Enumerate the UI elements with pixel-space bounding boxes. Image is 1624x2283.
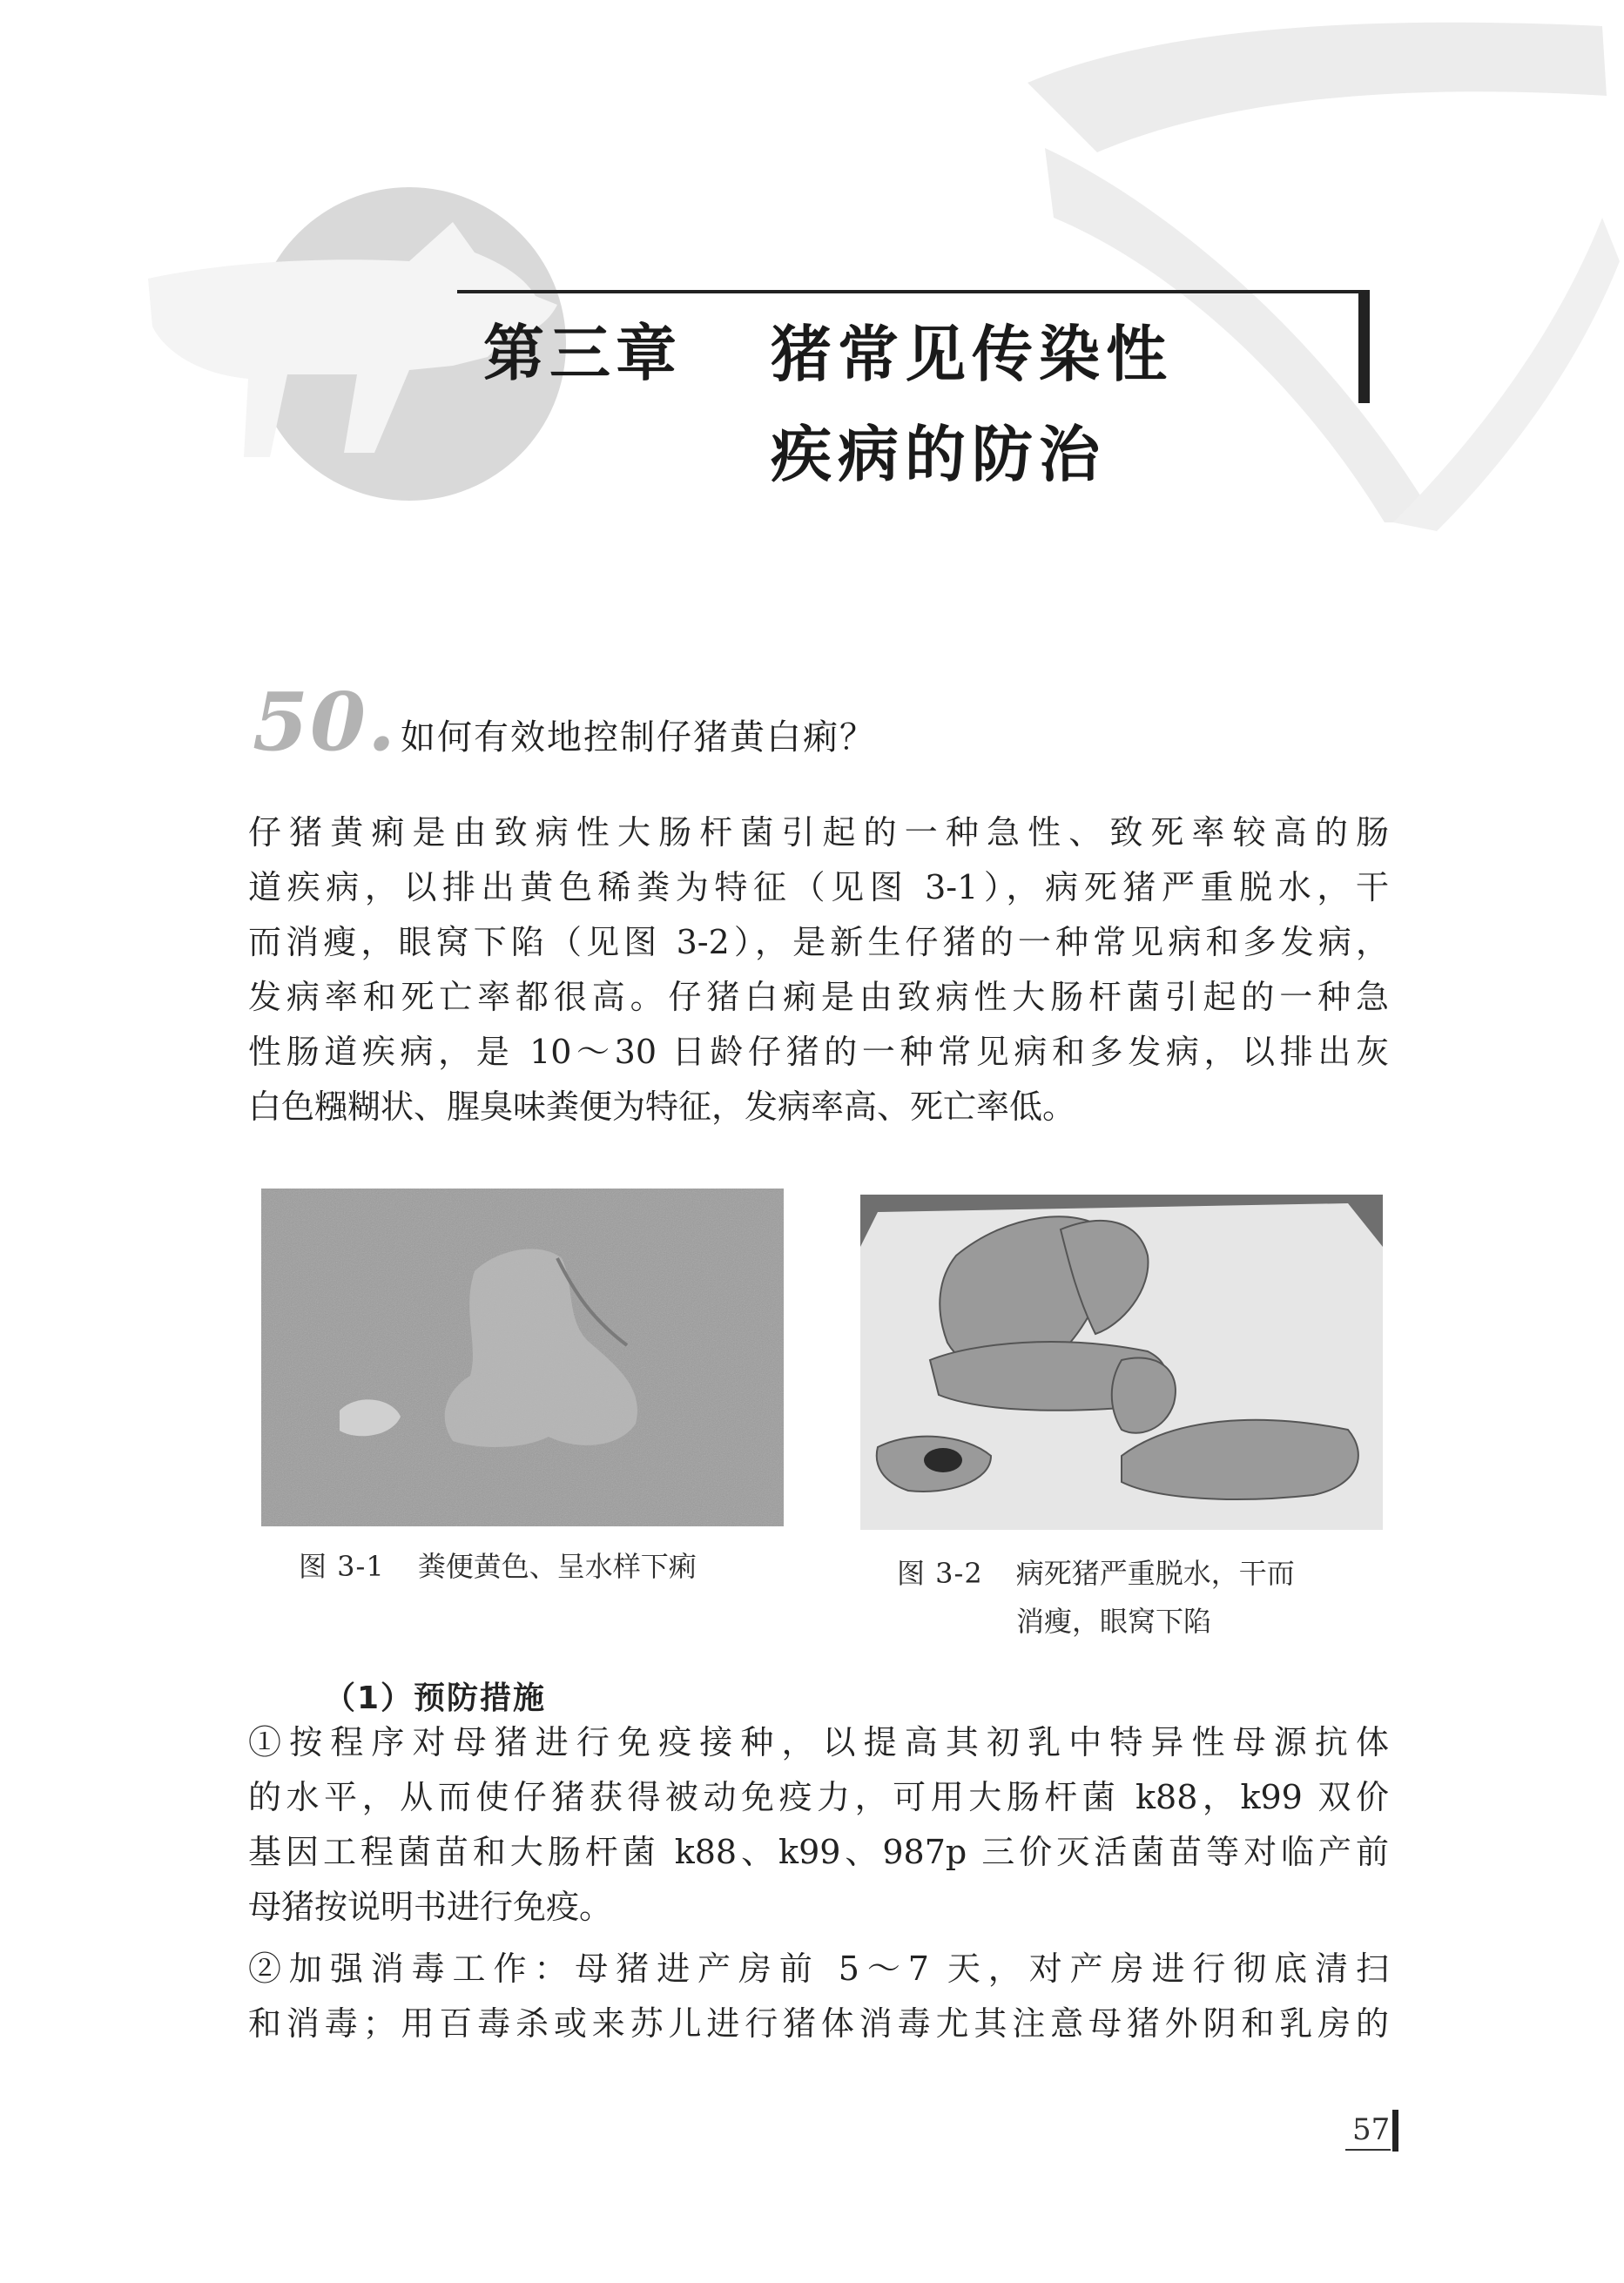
chapter-title-line-2: 疾病的防治: [771, 419, 1106, 490]
chapter-label: 第三章: [483, 318, 682, 389]
text-line: 而消瘦，眼窝下陷（见图 3-2），是新生仔猪的一种常见病和多发病，: [248, 923, 1389, 961]
chapter-title-line-1: 猪常见传染性: [771, 319, 1173, 390]
figure-3-2-caption: [897, 1550, 1295, 1646]
text-line: 的水平，从而使仔猪获得被动免疫力，可用大肠杆菌 k88，k99 双价: [248, 1778, 1389, 1816]
feces-photo-icon: [261, 1189, 784, 1526]
page-number-bar: [1392, 2110, 1398, 2152]
text-line: ①按程序对母猪进行免疫接种，以提高其初乳中特异性母源抗体: [248, 1723, 1389, 1761]
figure-number: 图 3-1: [299, 1550, 385, 1583]
chapter-title: [771, 305, 1173, 505]
dead-piglets-photo-icon: [860, 1195, 1383, 1530]
figure-number: 图 3-2: [897, 1557, 983, 1590]
text-line: 仔猪黄痢是由致病性大肠杆菌引起的一种急性、致死率较高的肠: [248, 813, 1389, 852]
paragraph-disinfection: [248, 1942, 1389, 2051]
question-number: 50.: [253, 675, 398, 769]
figure-3-1-caption: [299, 1543, 697, 1591]
paragraph-immunization: [248, 1715, 1389, 1935]
text-line: 发病率和死亡率都很高。仔猪白痢是由致病性大肠杆菌引起的一种急: [248, 978, 1389, 1016]
chapter-title-rule: [457, 290, 1363, 293]
figure-3-2-image: [860, 1195, 1383, 1530]
page-number-rule: [1345, 2149, 1391, 2151]
chapter-title-bar: [1358, 290, 1370, 403]
caption-text: 粪便黄色、呈水样下痢: [417, 1550, 697, 1583]
page-number: 57: [1352, 2112, 1391, 2147]
text-line: 性肠道疾病，是 10～30 日龄仔猪的一种常见病和多发病，以排出灰: [248, 1033, 1389, 1071]
text-line: 和消毒；用百毒杀或来苏儿进行猪体消毒尤其注意母猪外阴和乳房的: [248, 2004, 1389, 2043]
section-heading-prevention: （1）预防措施: [324, 1680, 547, 1716]
text-line: 白色糨糊状、腥臭味粪便为特征，发病率高、死亡率低。: [248, 1088, 1076, 1126]
text-line: 道疾病，以排出黄色稀粪为特征（见图 3-1），病死猪严重脱水，干: [248, 868, 1389, 906]
figure-3-1-image: [261, 1189, 784, 1526]
caption-text: 病死猪严重脱水，干而: [1015, 1557, 1295, 1590]
caption-text: 消瘦，眼窝下陷: [1016, 1605, 1212, 1638]
paragraph-intro: [248, 805, 1389, 1135]
text-line: 基因工程菌苗和大肠杆菌 k88、k99、987p 三价灭活菌苗等对临产前: [248, 1833, 1389, 1871]
text-line: 母猪按说明书进行免疫。: [248, 1888, 613, 1926]
text-line: ②加强消毒工作：母猪进产房前 5～7 天，对产房进行彻底清扫: [248, 1950, 1389, 1988]
question-title: 如何有效地控制仔猪黄白痢？: [401, 717, 876, 758]
